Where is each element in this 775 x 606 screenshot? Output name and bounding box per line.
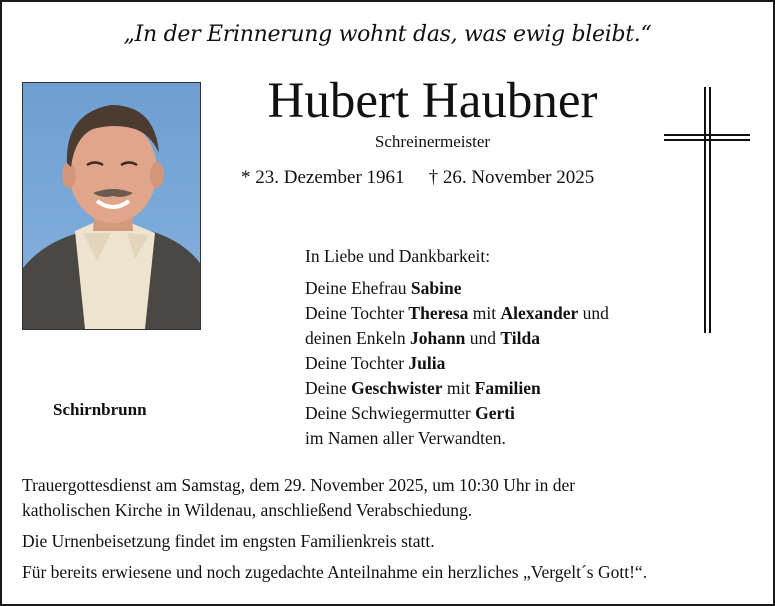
portrait-photo: [22, 82, 201, 330]
mourners-intro: In Liebe und Dankbarkeit:: [305, 246, 491, 266]
mourner-line: deinen Enkeln Johann und Tilda: [305, 328, 540, 348]
motto-quote: „In der Erinnerung wohnt das, was ewig bleibt.“: [123, 22, 652, 47]
deceased-profession: Schreinermeister: [374, 132, 491, 151]
mourner-line: Deine Schwiegermutter Gerti: [305, 403, 515, 423]
birth-date: * 23. Dezember 1961: [241, 167, 405, 188]
mourner-line: Deine Tochter Julia: [305, 353, 446, 373]
mourner-line: Deine Ehefrau Sabine: [305, 278, 462, 298]
mourners-list: [305, 244, 609, 451]
service-info-line1: Trauergottesdienst am Samstag, dem 29. November 2025, um 10:30 Uhr in der: [22, 475, 576, 495]
funeral-details: [22, 473, 647, 585]
thanks-note: Für bereits erwiesene und noch zugedachte Anteilnahme ein herzliches „Vergelt´s Gott!“.: [22, 562, 648, 582]
mourner-line: im Namen aller Verwandten.: [305, 428, 506, 448]
mourner-line: Deine Geschwister mit Familien: [305, 378, 541, 398]
service-info-line2: katholischen Kirche in Wildenau, anschließend Verabschiedung.: [22, 500, 473, 520]
deceased-name: Hubert Haubner: [267, 73, 598, 129]
cross-icon: [660, 85, 754, 342]
burial-info: Die Urnenbeisetzung findet im engsten Familienkreis statt.: [22, 531, 435, 551]
place-of-residence: Schirnbrunn: [53, 400, 147, 419]
life-dates: [241, 167, 594, 189]
mourner-line: Deine Tochter Theresa mit Alexander und: [305, 303, 609, 323]
death-date: † 26. November 2025: [428, 167, 595, 188]
